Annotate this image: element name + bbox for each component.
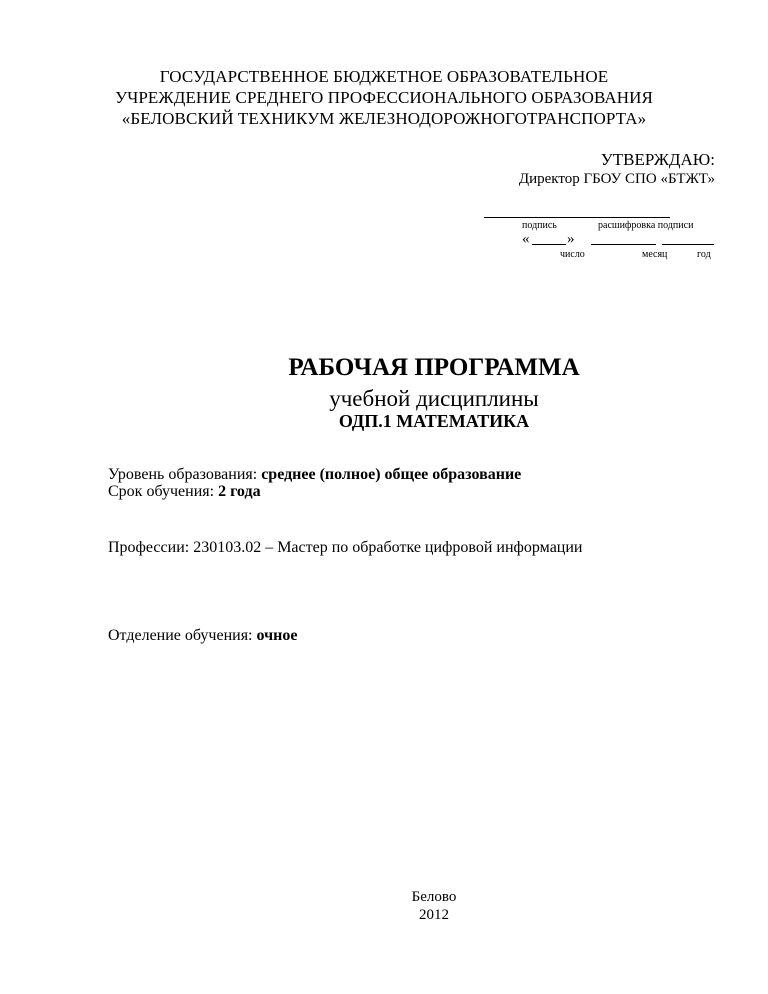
decoding-caption: расшифровка подписи bbox=[598, 220, 694, 231]
profession-value: 230103.02 – Мастер по обработке цифровой информации bbox=[193, 539, 583, 556]
profession-row bbox=[108, 538, 582, 557]
profession-label: Профессии: bbox=[108, 539, 194, 556]
institution-line-1: ГОСУДАРСТВЕННОЕ БЮДЖЕТНОЕ ОБРАЗОВАТЕЛЬНОЕ bbox=[159, 67, 609, 86]
education-level-label: Уровень образования: bbox=[108, 466, 262, 483]
approval-position: Директор ГБОУ СПО «БТЖТ» bbox=[518, 171, 715, 187]
year-caption: год bbox=[697, 249, 711, 260]
footer-city: Белово bbox=[411, 889, 457, 905]
date-quote-close: » bbox=[567, 231, 575, 247]
subject-name: ОДП.1 МАТЕМАТИКА bbox=[338, 411, 530, 431]
study-term-label: Срок обучения: bbox=[108, 483, 219, 500]
month-blank-line bbox=[591, 244, 656, 245]
signature-caption: подпись bbox=[522, 220, 557, 231]
signature-line bbox=[484, 217, 670, 218]
study-form-row bbox=[108, 626, 297, 645]
institution-header bbox=[0, 66, 768, 129]
study-term-value: 2 года bbox=[218, 483, 261, 500]
study-form-value: очное bbox=[256, 627, 298, 644]
document-title: РАБОЧАЯ ПРОГРАММА bbox=[288, 354, 580, 381]
document-subtitle: учебной дисциплины bbox=[329, 386, 539, 411]
education-level-value: среднее (полное) общее образование bbox=[261, 466, 522, 483]
approval-title: УТВЕРЖДАЮ: bbox=[600, 150, 715, 169]
month-caption: месяц bbox=[642, 249, 668, 260]
footer-year: 2012 bbox=[419, 907, 449, 923]
institution-line-2: УЧРЕЖДЕНИЕ СРЕДНЕГО ПРОФЕССИОНАЛЬНОГО ОБРАЗОВАНИЯ bbox=[115, 88, 653, 107]
date-quote-open: « bbox=[522, 231, 530, 247]
institution-line-3: «БЕЛОВСКИЙ ТЕХНИКУМ ЖЕЛЕЗНОДОРОЖНОГОТРАНСПОРТА» bbox=[121, 109, 647, 128]
study-form-label: Отделение обучения: bbox=[108, 627, 257, 644]
day-blank-line bbox=[532, 244, 566, 245]
day-caption: число bbox=[560, 249, 585, 260]
study-term-row bbox=[108, 482, 261, 501]
year-blank-line bbox=[662, 244, 714, 245]
